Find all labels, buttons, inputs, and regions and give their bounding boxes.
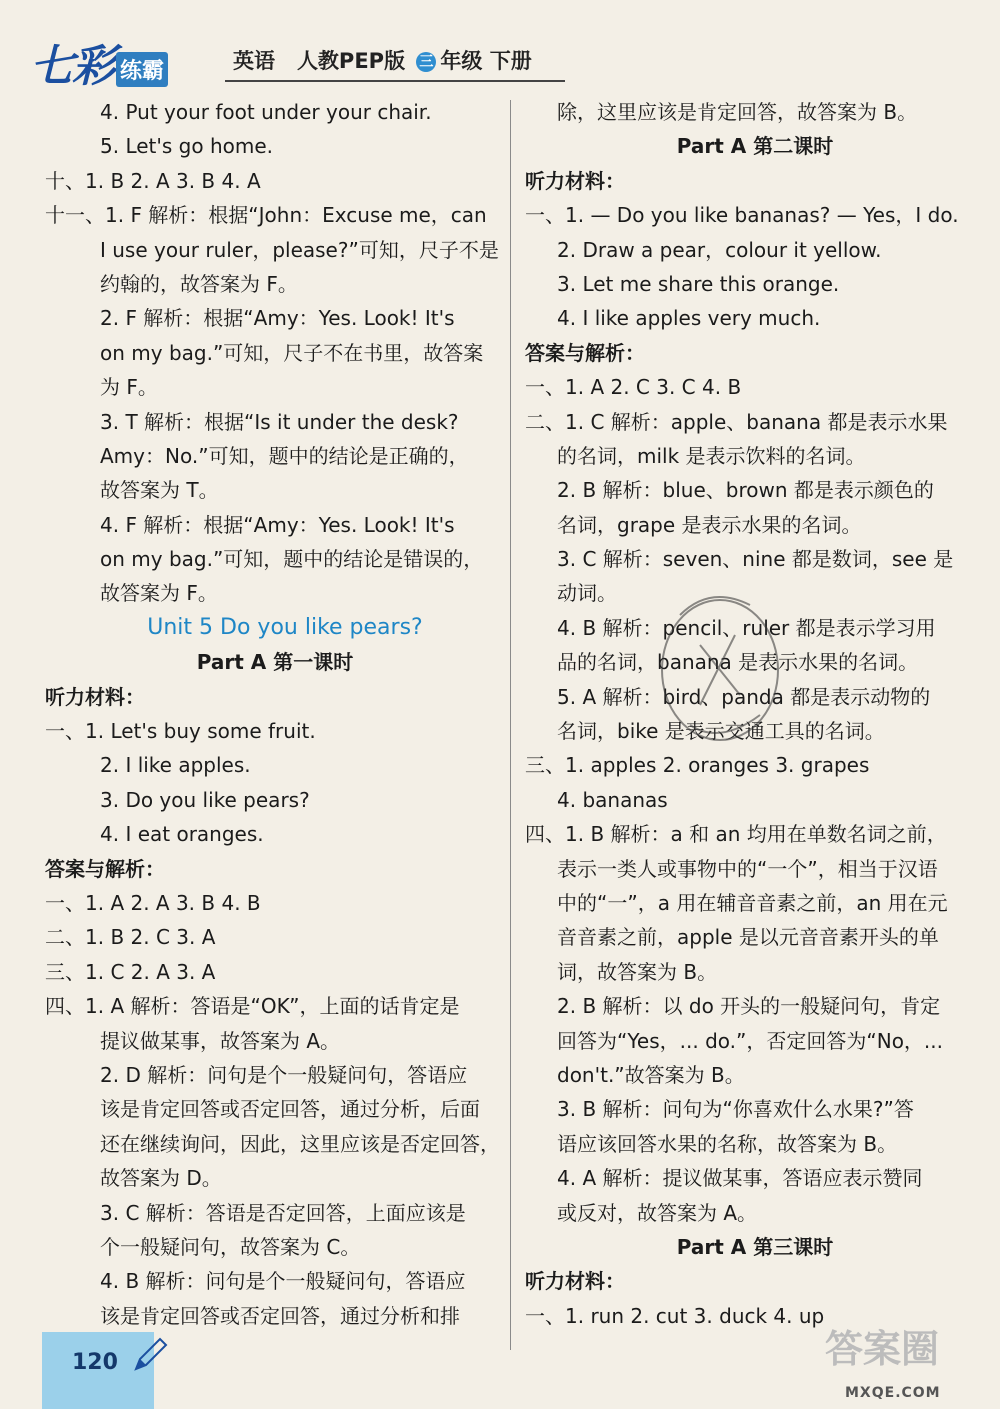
text-line: 四、1. A 解析：答语是“OK”，上面的话肯定是	[45, 994, 460, 1019]
text-line: Amy：No.”可知，题中的结论是正确的，	[100, 443, 469, 468]
text-line: 词，故答案为 B。	[557, 959, 718, 984]
text-line: 表示一类人或事物中的“一个”，相当于汉语	[557, 856, 938, 881]
text-line: 2. B 解析：以 do 开头的一般疑问句，肯定	[557, 994, 941, 1019]
text-line: 三、1. C 2. A 3. A	[45, 959, 216, 984]
text-line: 的名词，milk 是表示饮料的名词。	[557, 443, 866, 468]
text-line: 为 F。	[100, 375, 158, 400]
text-line: 三、1. apples 2. oranges 3. grapes	[525, 753, 870, 778]
text-line: 语应该回答水果的名称，故答案为 B。	[557, 1131, 898, 1156]
text-line: 个一般疑问句，故答案为 C。	[100, 1234, 361, 1259]
watermark-logo: 答案圈	[825, 1327, 940, 1371]
text-line: 十一、1. F 解析：根据“John：Excuse me，can	[45, 203, 487, 228]
handwritten-stamp-icon	[640, 575, 800, 755]
text-line: Part A 第三课时	[676, 1234, 834, 1259]
text-line: 3. Let me share this orange.	[557, 271, 840, 296]
text-line: 4. B 解析：问句是个一般疑问句，答语应	[100, 1269, 466, 1294]
text-line: 名词，grape 是表示水果的名词。	[557, 512, 862, 537]
text-line: 2. D 解析：问句是个一般疑问句，答语应	[100, 1062, 468, 1087]
book-subtitle	[233, 45, 532, 75]
text-line: 4. bananas	[557, 787, 668, 812]
brand-logo	[30, 30, 168, 94]
header-underline	[225, 80, 565, 82]
text-line: 4. I eat oranges.	[100, 822, 264, 847]
text-line: 3. T 解析：根据“Is it under the desk?	[100, 409, 459, 434]
text-line: 4. Put your foot under your chair.	[100, 100, 432, 124]
text-line: 答案与解析：	[45, 856, 165, 881]
text-line: 该是肯定回答或否定回答，通过分析和排	[100, 1303, 460, 1328]
text-line: 故答案为 F。	[100, 581, 218, 606]
text-line: 2. I like apples.	[100, 753, 251, 778]
page-header	[0, 0, 1000, 92]
text-line: 提议做某事，故答案为 A。	[100, 1028, 341, 1053]
text-line: 中的“一”，a 用在辅音音素之前，an 用在元	[557, 890, 948, 915]
text-line: 故答案为 T。	[100, 478, 219, 503]
text-line: Unit 5 Do you like pears?	[147, 614, 423, 640]
text-line: 音音素之前，apple 是以元音音素开头的单	[557, 925, 939, 950]
text-line: 3. C 解析：答语是否定回答，上面应该是	[100, 1200, 466, 1225]
text-line: on my bag.”可知，题中的结论是错误的，	[100, 547, 484, 572]
subject-label: 英语	[233, 49, 275, 73]
volume-label: 下册	[489, 49, 532, 73]
text-line: don't.”故答案为 B。	[557, 1062, 745, 1087]
column-divider	[510, 100, 511, 1350]
text-line: 故答案为 D。	[100, 1166, 222, 1191]
edition-label: 人教PEP版	[296, 49, 406, 73]
grade-label: 年级	[440, 49, 483, 73]
text-line: 或反对，故答案为 A。	[557, 1200, 758, 1225]
text-line: 5. A 解析：bird、panda 都是表示动物的	[557, 684, 931, 709]
grade-number-badge: 三	[416, 52, 436, 72]
text-line: 该是肯定回答或否定回答，通过分析，后面	[100, 1097, 480, 1122]
text-line: 品的名词，banana 是表示水果的名词。	[557, 650, 919, 675]
text-line: 3. Do you like pears?	[100, 787, 310, 812]
text-line: 2. F 解析：根据“Amy：Yes. Look! It's	[100, 306, 455, 331]
text-line: 二、1. B 2. C 3. A	[45, 925, 216, 950]
text-line: on my bag.”可知，尺子不在书里，故答案	[100, 340, 484, 365]
watermark-url: MXQE.COM	[845, 1385, 941, 1401]
logo-text: 七彩	[30, 41, 114, 92]
text-line: Part A 第二课时	[676, 134, 834, 159]
text-line: 二、1. C 解析：apple、banana 都是表示水果	[525, 409, 948, 434]
text-line: 四、1. B 解析：a 和 an 均用在单数名词之前，	[525, 822, 947, 847]
text-line: 名词，bike 是表示交通工具的名词。	[557, 719, 885, 744]
text-line: 动词。	[557, 581, 617, 606]
text-line: 5. Let's go home.	[100, 134, 273, 159]
text-line: 约翰的，故答案为 F。	[100, 271, 298, 296]
pencil-icon	[130, 1335, 170, 1375]
text-line: 4. F 解析：根据“Amy：Yes. Look! It's	[100, 512, 455, 537]
text-line: 2. B 解析：blue、brown 都是表示颜色的	[557, 478, 934, 503]
text-line: 听力材料：	[45, 684, 145, 709]
text-line: 一、1. A 2. A 3. B 4. B	[45, 890, 261, 915]
left-column	[45, 95, 505, 1333]
text-line: 答案与解析：	[525, 340, 645, 365]
text-line: 4. A 解析：提议做某事，答语应表示赞同	[557, 1166, 923, 1191]
text-line: 一、1. Let's buy some fruit.	[45, 719, 316, 744]
text-line: 还在继续询问，因此，这里应该是否定回答，	[100, 1131, 500, 1156]
text-line: Part A 第一课时	[196, 650, 354, 675]
text-line: I use your ruler，please?”可知，尺子不是	[100, 237, 499, 262]
text-line: 4. B 解析：pencil、ruler 都是表示学习用	[557, 615, 936, 640]
text-line: 一、1. run 2. cut 3. duck 4. up	[525, 1303, 825, 1328]
text-line: 除，这里应该是肯定回答，故答案为 B。	[557, 100, 918, 124]
text-line: 听力材料：	[525, 168, 625, 193]
text-line: 回答为“Yes，... do.”，否定回答为“No，...	[557, 1028, 944, 1053]
text-line: 4. I like apples very much.	[557, 306, 821, 331]
text-line: 听力材料：	[525, 1269, 625, 1294]
text-line: 一、1. — Do you like bananas? — Yes，I do.	[525, 203, 959, 228]
page-number: 120	[72, 1350, 118, 1375]
text-line: 2. Draw a pear，colour it yellow.	[557, 237, 882, 262]
text-line: 3. B 解析：问句为“你喜欢什么水果?”答	[557, 1097, 914, 1122]
logo-box: 练霸	[116, 52, 168, 87]
text-line: 十、1. B 2. A 3. B 4. A	[45, 168, 261, 193]
text-line: 3. C 解析：seven、nine 都是数词，see 是	[557, 547, 954, 572]
text-line: 一、1. A 2. C 3. C 4. B	[525, 375, 742, 400]
